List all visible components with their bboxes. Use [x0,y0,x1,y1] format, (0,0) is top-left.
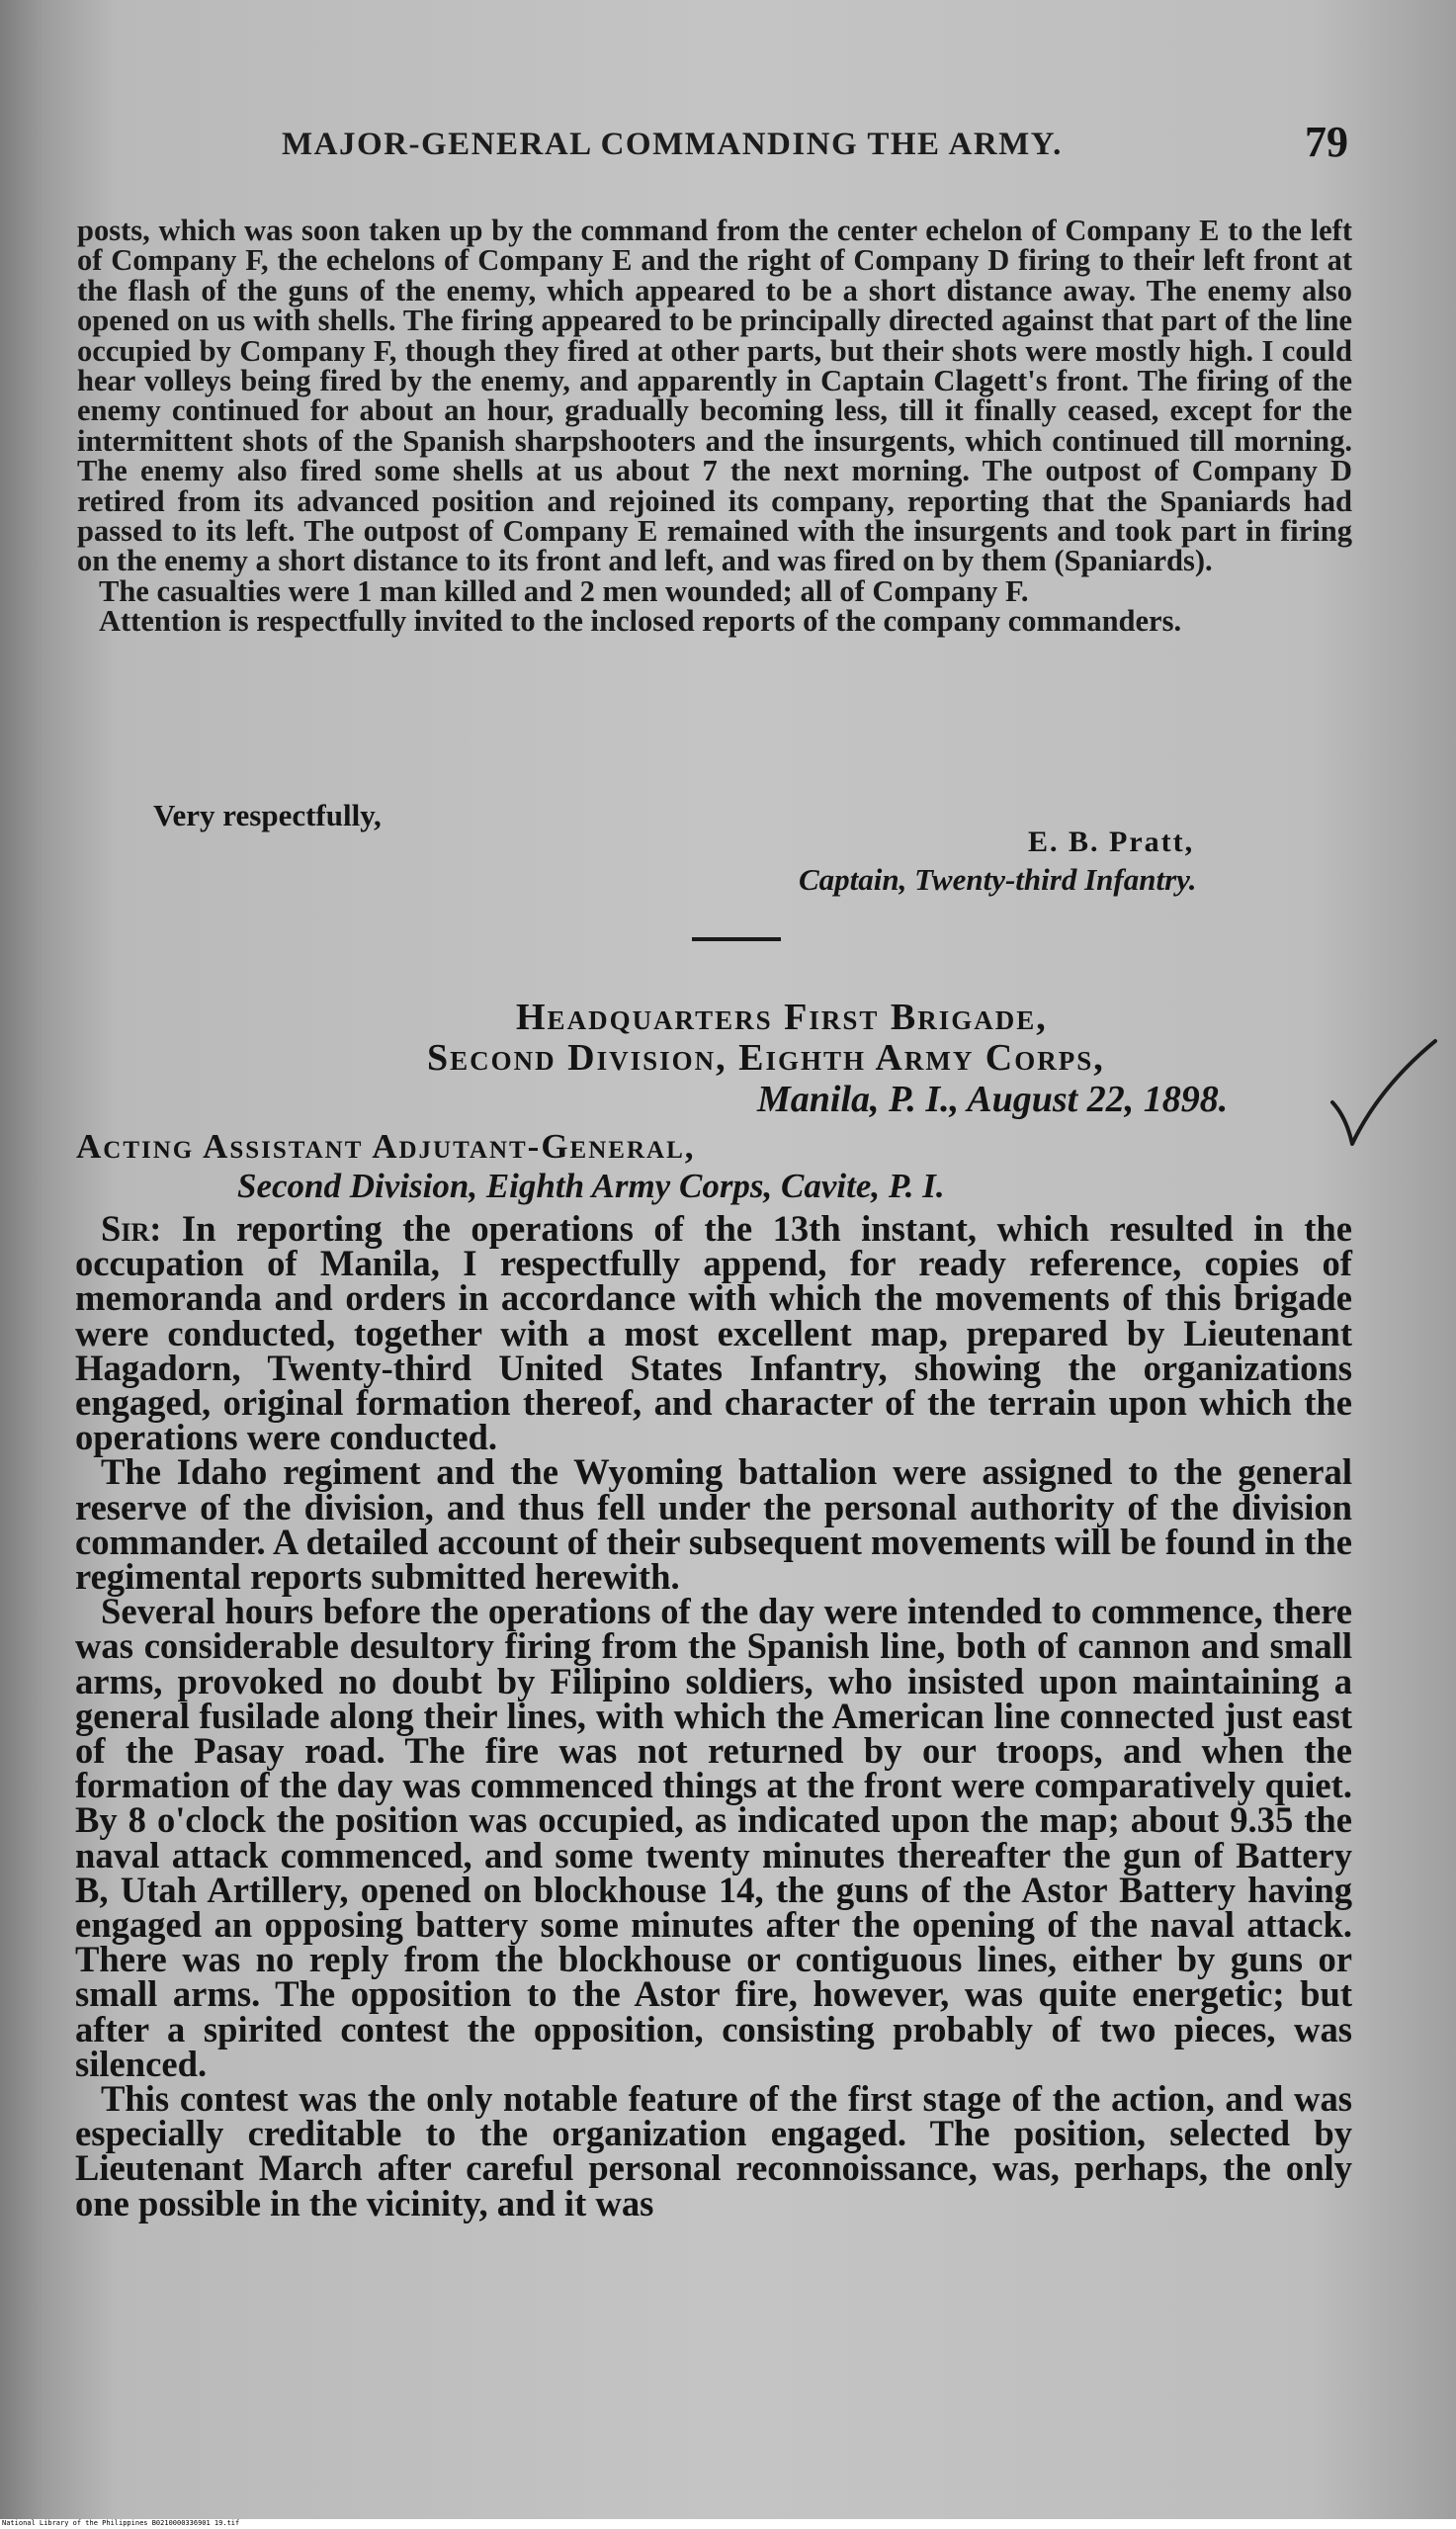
report-2-paragraph-1 [75,1208,1352,1458]
addressee-line-1: Acting Assistant Adjutant-General, [76,1127,696,1166]
report-1-paragraph-2: The casualties were 1 man killed and 2 men wounded; all of Company F. [99,573,1029,608]
signature-name: E. B. Pratt, [1028,826,1195,858]
report-1-paragraph-3: Attention is respectfully invited to the inclosed reports of the company commanders. [99,604,1182,639]
report-2-paragraph-2: The Idaho regiment and the Wyoming battalion were assigned to the general reserve of the division, and thus fell under the personal authority of the division commander. A detailed account of their subsequent movements will be found in the regimental reports submitted herewith. [75,1451,1352,1598]
report-1-paragraph-1: posts, which was soon taken up by the command from the center echelon of Company E to the left of Company F, the echelons of Company E and the right of Company D firing to their left front at the flash of the guns of the enemy, which appeared to be a short distance away. The enemy also opened on us with shells. The firing appeared to be principally directed against that part of the line occupied by Company F, though they fired at other parts, but their shots were mostly high. I could hear volleys being fired by the enemy, and apparently in Captain Clagett's front. The firing of the enemy continued for about an hour, gradually becoming less, till it finally ceased, except for the intermittent shots of the Spanish sharpshooters and the insurgents, which continued till morning. The enemy also fired some shells at us about 7 the next morning. The outpost of Company D retired from its advanced position and rejoined its company, reporting that the Spaniards had passed to its left. The outpost of Company E remained with the insurgents and took part in firing on the enemy a short distance to its front and left, and was fired on by them (Spaniards). [77,214,1352,578]
section-separator [692,937,781,941]
heading-line-2: Second Division, Eighth Army Corps, [427,1037,1105,1079]
report-2-body [75,1208,1352,2224]
heading-line-1: Headquarters First Brigade, [516,997,1048,1038]
report-2-paragraph-1-text: In reporting the operations of the 13th instant, which resulted in the occupation of Manila, I respectfully append, for ready reference, copies of memoranda and orders in accordance with which the movements of this brigade were conducted, together with a most excellent map, prepared by Lieutenant Hagadorn, Twenty-third United States Infantry, showing the organizations engaged, original formation thereof, and character of the terrain upon which the operations were conducted. [75,1208,1352,1458]
report-2-paragraph-3: Several hours before the operations of the day were intended to commence, there was considerable desultory firing from the Spanish line, both of cannon and small arms, provoked no doubt by Filipino soldiers, who insisted upon maintaining a general fusilade along their lines, with which the American line connected just east of the Pasay road. The fire was not returned by our troops, and when the formation of the day was commenced things at the front were comparatively quiet. By 8 o'clock the position was occupied, as indicated upon the map; about 9.35 the naval attack commenced, and some twenty minutes thereafter the gun of Battery B, Utah Artillery, opened on blockhouse 14, the guns of the Astor Battery having engaged an opposing battery some minutes after the opening of the naval attack. There was no reply from the blockhouse or contiguous lines, either by guns or small arms. The opposition to the Astor fire, however, was quite energetic; but after a spirited contest the opposition, consisting probably of two pieces, was silenced. [75,1591,1352,2084]
date-line: Manila, P. I., August 22, 1898. [757,1079,1229,1120]
report-1-body [77,216,1352,637]
closing: Very respectfully, [153,798,382,832]
running-head: MAJOR-GENERAL COMMANDING THE ARMY. [282,127,1063,162]
page-number: 79 [1305,118,1348,166]
signature-title: Captain, Twenty-third Infantry. [799,862,1197,897]
addressee-line-2: Second Division, Eighth Army Corps, Cavite, P. I. [237,1167,945,1205]
salutation: Sir: [101,1208,162,1249]
handwritten-checkmark-icon [1325,1033,1443,1152]
report-2-paragraph-4: This contest was the only notable feature of the first stage of the action, and was especially creditable to the organization engaged. The position, selected by Lieutenant March after careful personal reconnoissance, was, perhaps, the only one possible in the vicinity, and it was [75,2078,1352,2224]
scan-footer-text: National Library of the Philippines B0210000336901 19.tif [2,2519,240,2527]
